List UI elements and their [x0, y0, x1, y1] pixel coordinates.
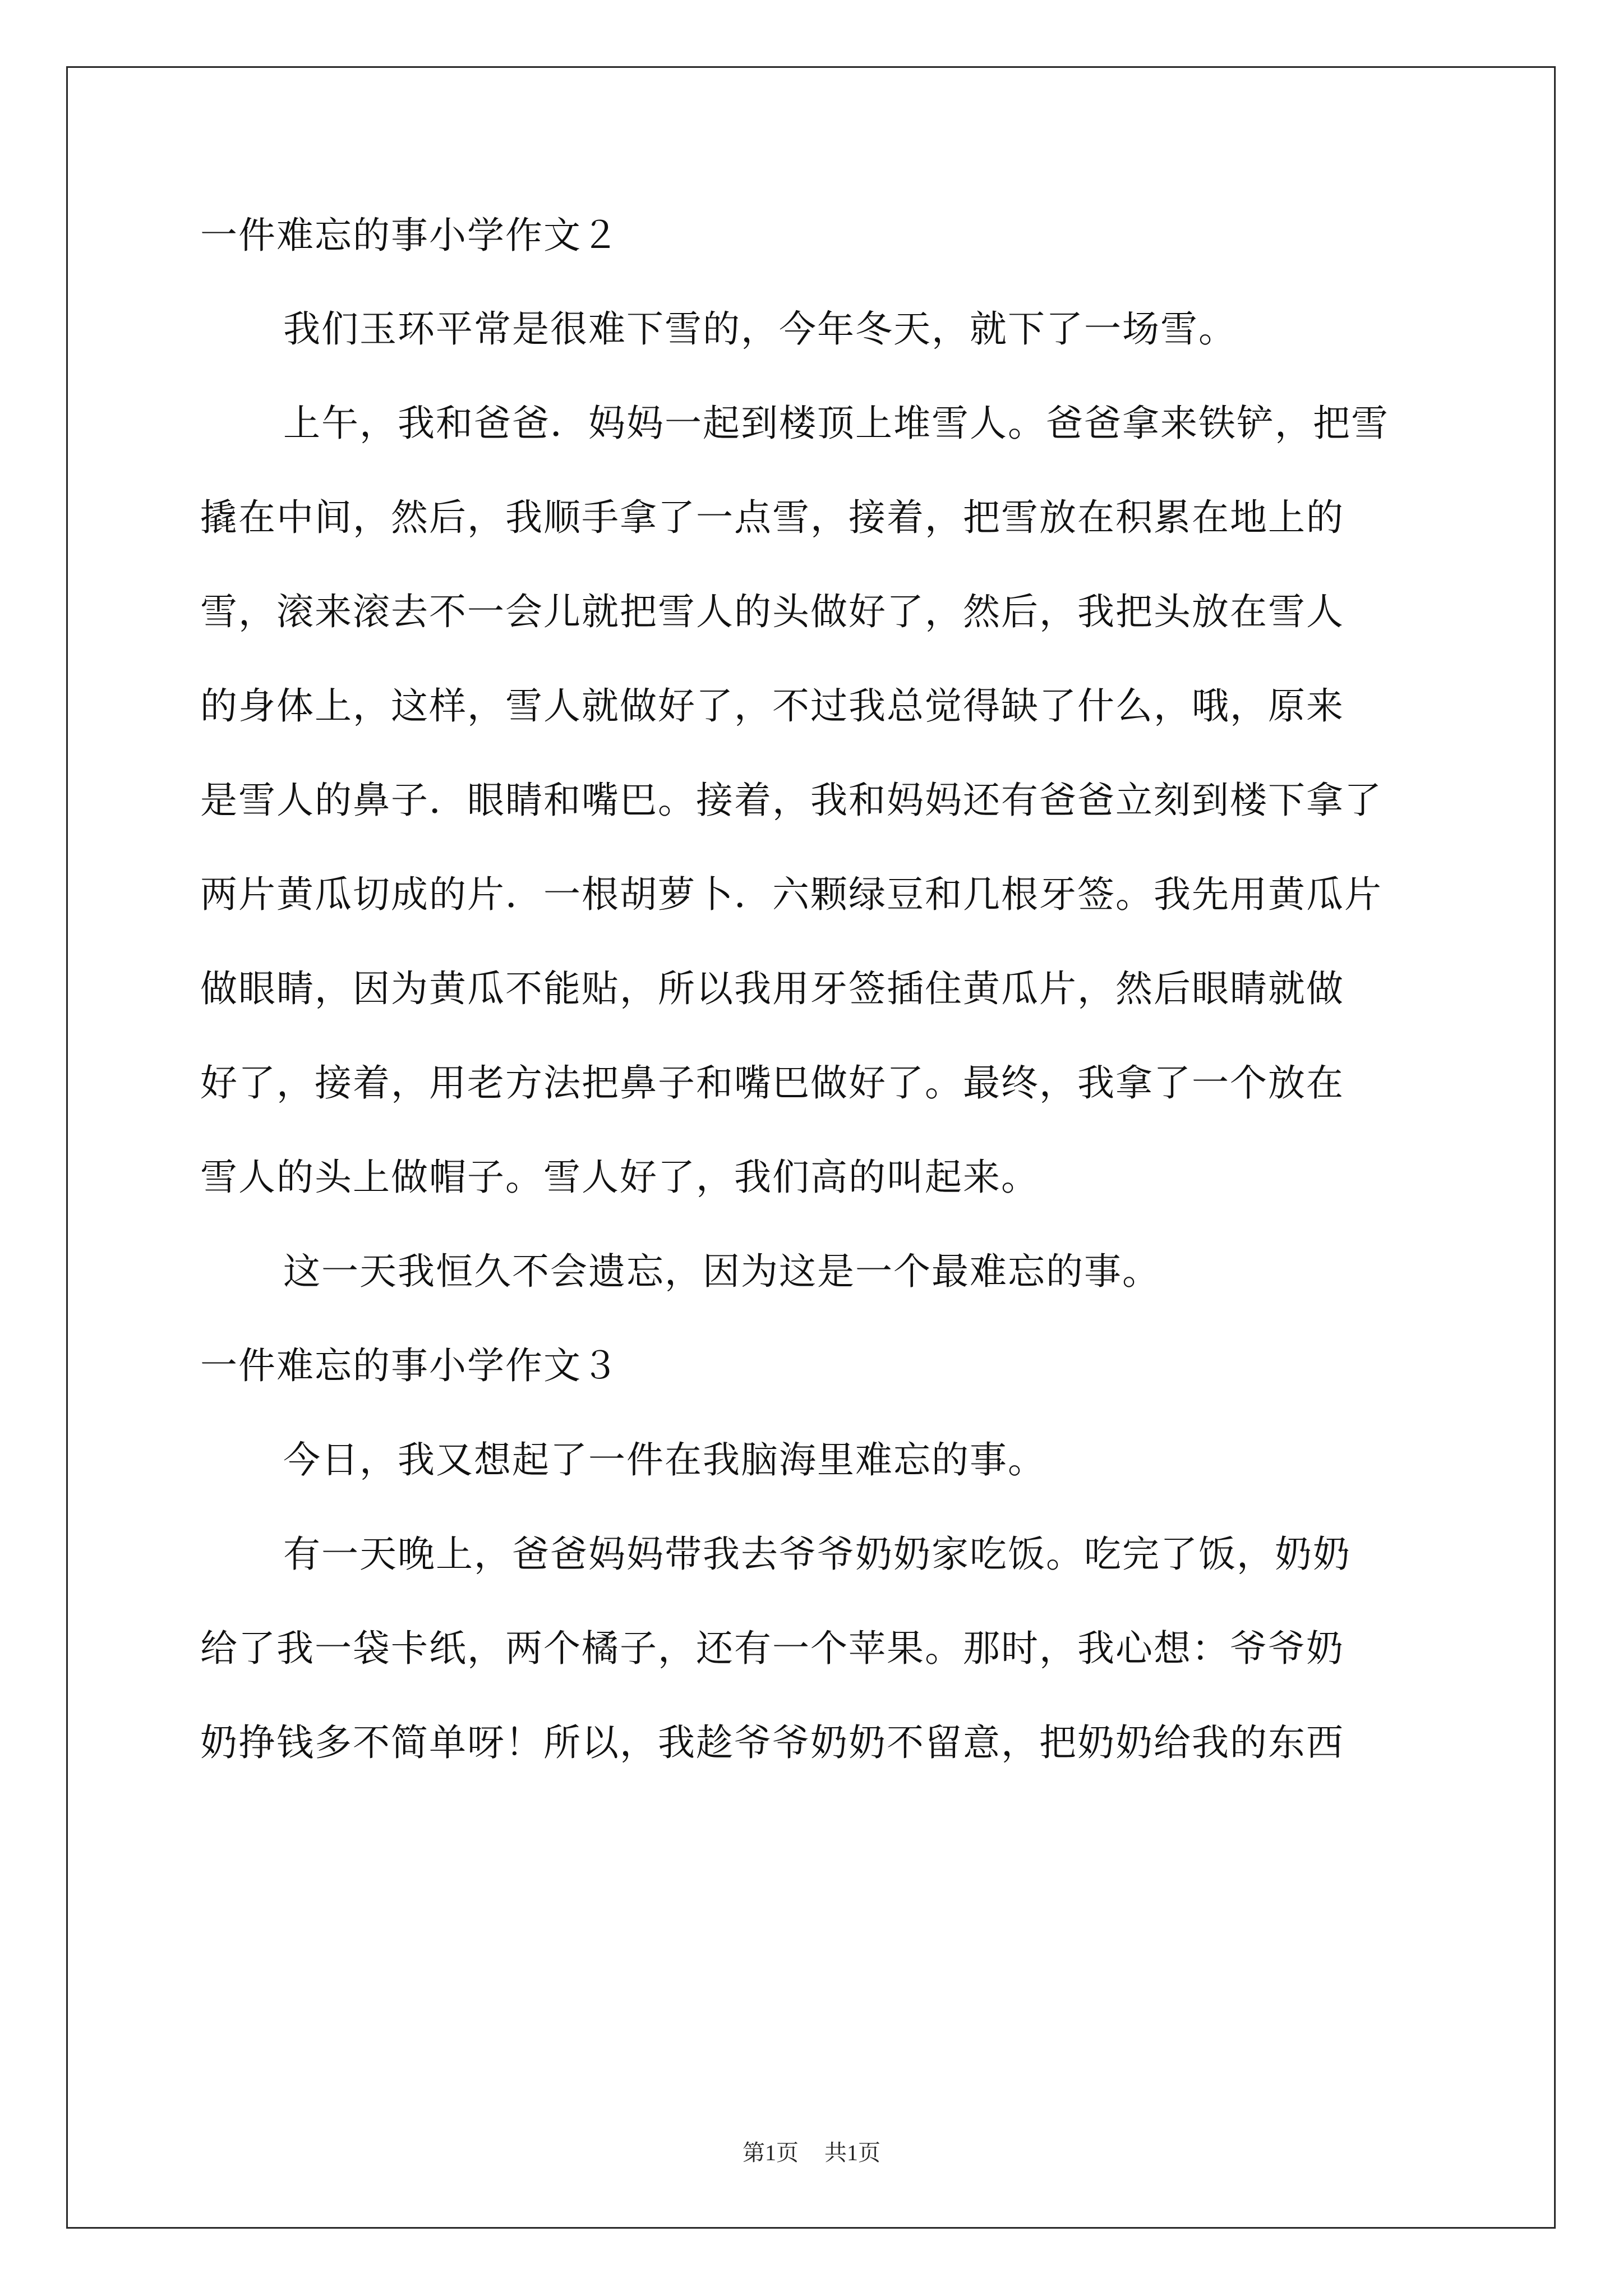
- paragraph-line: 雪人的头上做帽子。雪人好了，我们高的叫起来。: [200, 1156, 1039, 1199]
- page-border: [66, 66, 1556, 2229]
- heading-essay-3: 一件难忘的事小学作文３: [200, 1344, 620, 1387]
- paragraph-line: 撬在中间，然后，我顺手拿了一点雪，接着，把雪放在积累在地上的: [200, 496, 1344, 539]
- paragraph-line: 是雪人的鼻子．眼睛和嘴巴。接着，我和妈妈还有爸爸立刻到楼下拿了: [200, 779, 1382, 822]
- paragraph-line: 好了，接着，用老方法把鼻子和嘴巴做好了。最终，我拿了一个放在: [200, 1061, 1344, 1105]
- page-total: 共1页: [824, 2140, 880, 2165]
- paragraph-line: 雪，滚来滚去不一会儿就把雪人的头做好了，然后，我把头放在雪人: [200, 590, 1344, 633]
- paragraph-line: 两片黄瓜切成的片．一根胡萝卜．六颗绿豆和几根牙签。我先用黄瓜片: [200, 873, 1382, 916]
- paragraph-line: 给了我一袋卡纸，两个橘子，还有一个苹果。那时，我心想：爷爷奶: [200, 1627, 1344, 1670]
- paragraph-line: 的身体上，这样，雪人就做好了，不过我总觉得缺了什么，哦，原来: [200, 684, 1344, 728]
- paragraph-line: 做眼睛，因为黄瓜不能贴，所以我用牙签插住黄瓜片，然后眼睛就做: [200, 967, 1344, 1010]
- page-number: 第1页: [743, 2140, 799, 2165]
- paragraph-line: 奶挣钱多不简单呀！所以，我趁爷爷奶奶不留意，把奶奶给我的东西: [200, 1721, 1344, 1764]
- paragraph-line: 今日，我又想起了一件在我脑海里难忘的事。: [283, 1438, 1046, 1481]
- paragraph-line: 有一天晚上，爸爸妈妈带我去爷爷奶奶家吃饭。吃完了饭，奶奶: [283, 1533, 1351, 1576]
- paragraph-line: 这一天我恒久不会遗忘，因为这是一个最难忘的事。: [283, 1250, 1160, 1293]
- page-footer: [0, 2137, 1623, 2169]
- paragraph-line: 上午，我和爸爸．妈妈一起到楼顶上堆雪人。爸爸拿来铁铲，把雪: [283, 402, 1389, 445]
- paragraph-line: 我们玉环平常是很难下雪的，今年冬天，就下了一场雪。: [283, 307, 1237, 351]
- heading-essay-2: 一件难忘的事小学作文２: [200, 214, 620, 257]
